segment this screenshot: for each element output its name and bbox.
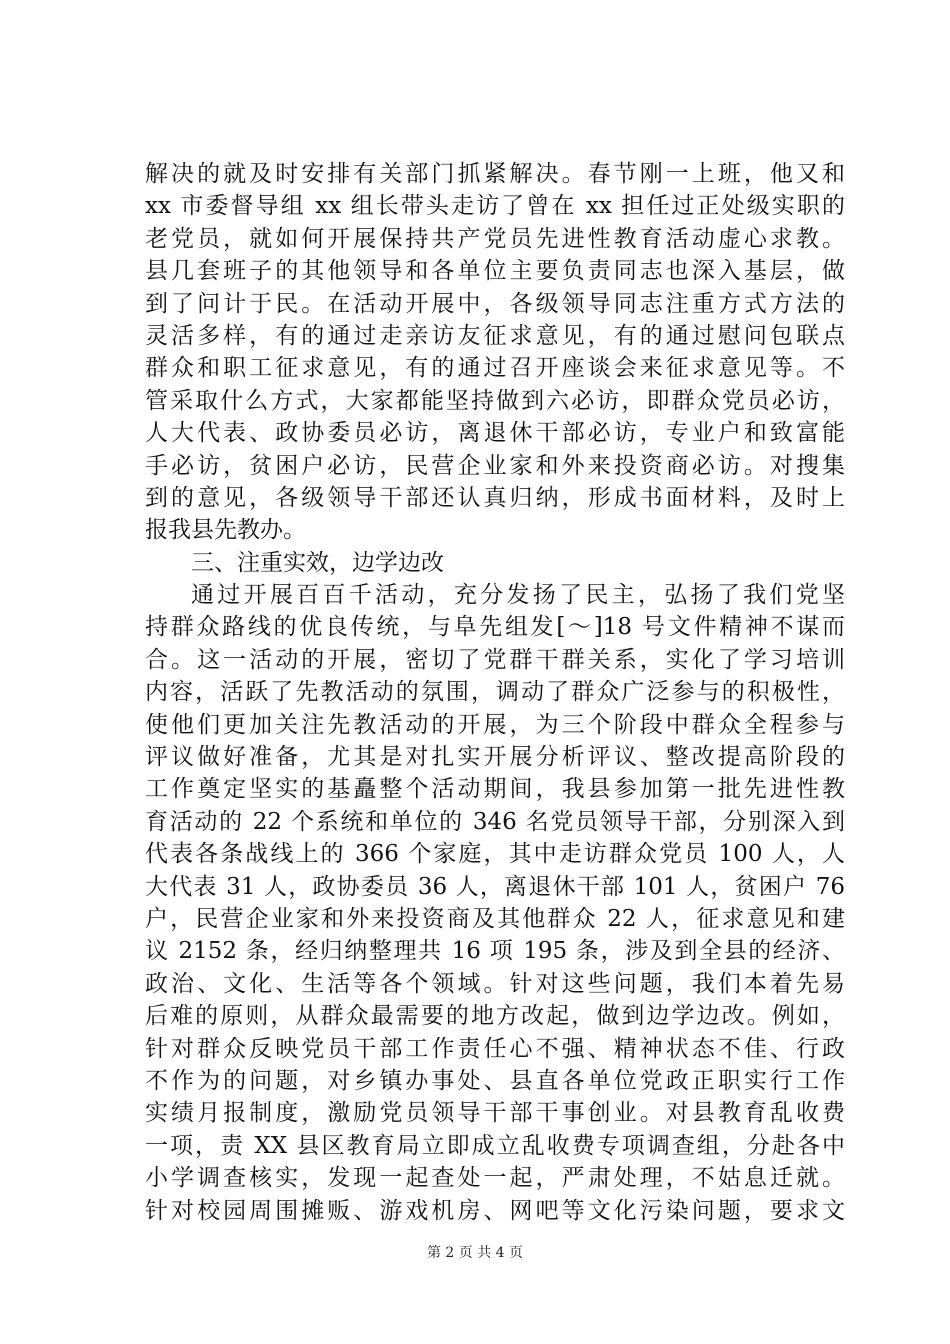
text-line: 代表各条战线上的 366 个家庭，其中走访群众党员 100 人，人 bbox=[145, 841, 845, 868]
text-line: 不作为的问题，对乡镇办事处、县直各单位党政正职实行工作 bbox=[145, 1067, 845, 1094]
text-line: 灵活多样，有的通过走亲访友征求意见，有的通过慰问包联点 bbox=[145, 322, 845, 349]
text-line: 户，民营企业家和外来投资商及其他群众 22 人，征求意见和建 bbox=[145, 905, 845, 932]
text-line: 议 2152 条，经归纳整理共 16 项 195 条，涉及到全县的经济、 bbox=[145, 938, 845, 965]
text-line: 评议做好准备，尤其是对扎实开展分析评议、整改提高阶段的 bbox=[145, 744, 845, 771]
text-line: 后难的原则，从群众最需要的地方改起，做到边学边改。例如， bbox=[145, 1003, 845, 1030]
text-line: 老党员，就如何开展保持共产党员先进性教育活动虚心求教。 bbox=[145, 225, 845, 252]
page-number-footer: 第 2 页 共 4 页 bbox=[426, 1245, 524, 1261]
text-line: 通过开展百百千活动，充分发扬了民主，弘扬了我们党坚 bbox=[191, 582, 845, 609]
text-line: 育活动的 22 个系统和单位的 346 名党员领导干部，分别深入到 bbox=[145, 808, 845, 835]
text-line: 针对群众反映党员干部工作责任心不强、精神状态不佳、行政 bbox=[145, 1035, 845, 1062]
body-text bbox=[145, 158, 845, 1227]
text-line: 使他们更加关注先教活动的开展，为三个阶段中群众全程参与 bbox=[145, 711, 845, 738]
text-line: 到的意见，各级领导干部还认真归纳，形成书面材料，及时上 bbox=[145, 484, 845, 511]
text-line: 持群众路线的优良传统，与阜先组发[～]18 号文件精神不谋而 bbox=[145, 614, 845, 641]
text-line: 人大代表、政协委员必访，离退休干部必访，专业户和致富能 bbox=[145, 420, 845, 447]
text-line: 报我县先教办。 bbox=[145, 517, 306, 544]
text-line: 针对校园周围摊贩、游戏机房、网吧等文化污染问题，要求文 bbox=[145, 1197, 845, 1224]
text-line: 合。这一活动的开展，密切了党群干群关系，实化了学习培训 bbox=[145, 646, 845, 673]
text-line: 到了问计于民。在活动开展中，各级领导同志注重方式方法的 bbox=[145, 290, 845, 317]
text-line: 手必访，贫困户必访，民营企业家和外来投资商必访。对搜集 bbox=[145, 452, 845, 479]
text-line: 管采取什么方式，大家都能坚持做到六必访，即群众党员必访， bbox=[145, 387, 845, 414]
text-line: 县几套班子的其他领导和各单位主要负责同志也深入基层，做 bbox=[145, 258, 845, 285]
text-line: 小学调查核实，发现一起查处一起，严肃处理，不姑息迁就。 bbox=[145, 1165, 845, 1192]
text-line: 群众和职工征求意见，有的通过召开座谈会来征求意见等。不 bbox=[145, 355, 845, 382]
section-heading: 三、注重实效，边学边改 bbox=[191, 549, 444, 576]
text-line: 大代表 31 人，政协委员 36 人，离退休干部 101 人，贫困户 76 bbox=[145, 873, 845, 900]
text-line: 内容，活跃了先教活动的氛围，调动了群众广泛参与的积极性， bbox=[145, 679, 845, 706]
text-line: 实绩月报制度，激励党员领导干部干事创业。对县教育乱收费 bbox=[145, 1100, 845, 1127]
text-line: 政治、文化、生活等各个领域。针对这些问题，我们本着先易 bbox=[145, 970, 845, 997]
text-line: 解决的就及时安排有关部门抓紧解决。春节刚一上班，他又和 bbox=[145, 161, 845, 187]
text-line: 一项，责 XX 县区教育局立即成立乱收费专项调查组，分赴各中 bbox=[145, 1132, 845, 1159]
text-line: 工作奠定坚实的基矗整个活动期间，我县参加第一批先进性教 bbox=[145, 776, 845, 803]
text-line: xx 市委督导组 xx 组长带头走访了曾在 xx 担任过正处级实职的 bbox=[145, 193, 845, 220]
